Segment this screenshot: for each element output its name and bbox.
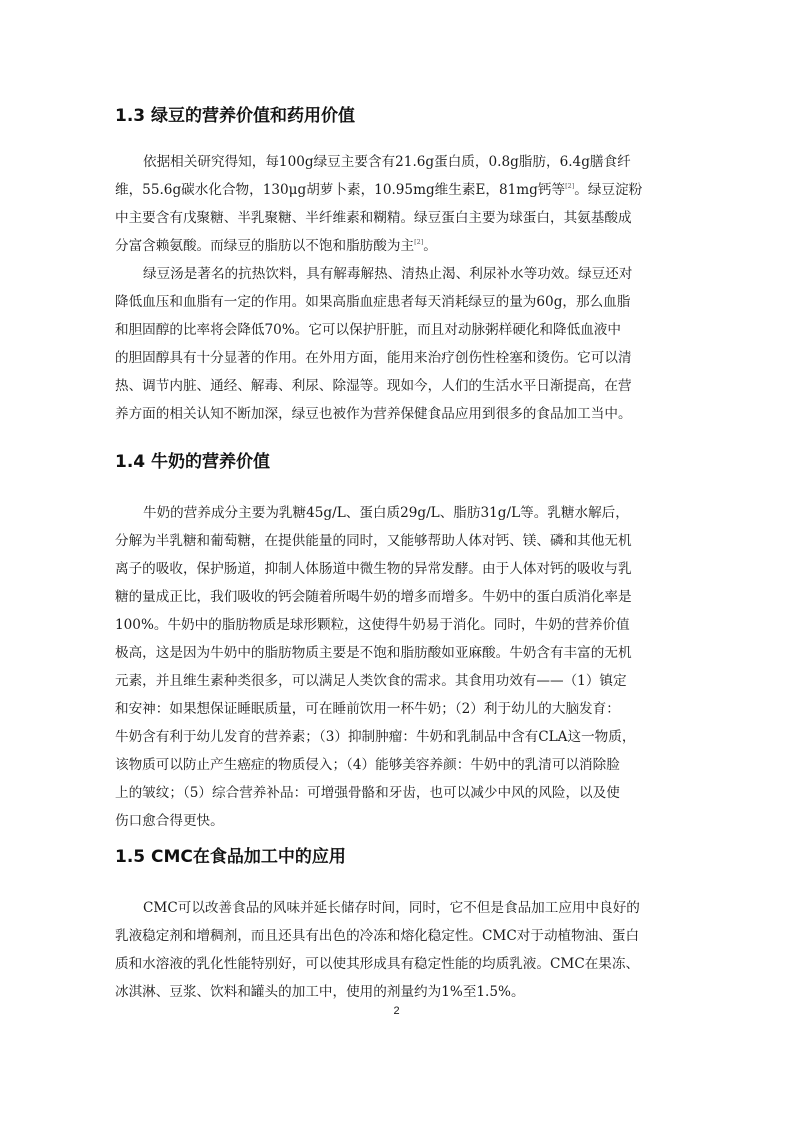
text-line: 分解为半乳糖和葡萄糖，在提供能量的同时，又能够帮助人体对钙、镁、磷和其他无机	[115, 533, 632, 549]
text-line: 绿豆汤是著名的抗热饮料，具有解毒解热、清热止渴、利尿补水等功效。绿豆还对	[143, 266, 633, 282]
paragraph-mungbean-soup	[115, 260, 715, 428]
text-line: 和安神：如果想保证睡眠质量，可在睡前饮用一杯牛奶；（2）利于幼儿的大脑发育：	[115, 701, 620, 717]
text-line: 和胆固醇的比率将会降低70%。它可以保护肝脏，而且对动脉粥样硬化和降低血液中	[115, 322, 621, 338]
text-line: 中主要含有戊聚糖、半乳聚糖、半纤维素和糊精。绿豆蛋白主要为球蛋白，其氨基酸成	[115, 210, 632, 226]
text-line: 伤口愈合得更快。	[115, 813, 224, 829]
text-line: 冰淇淋、豆浆、饮料和罐头的加工中，使用的剂量约为1%至1.5%。	[115, 984, 525, 1000]
citation-ref: [2]	[414, 238, 424, 246]
text-line: 分富含赖氨酸。而绿豆的脂肪以不饱和脂肪酸为主[2]。	[115, 238, 437, 254]
citation-ref: [2]	[565, 182, 575, 190]
text-line: 牛奶含有利于幼儿发育的营养素；（3）抑制肿瘤：牛奶和乳制品中含有CLA这一物质，	[115, 729, 636, 745]
text-line: 质和水溶液的乳化性能特别好，可以使其形成具有稳定性能的均质乳液。CMC在果冻、	[115, 956, 640, 972]
text-line: 乳液稳定剂和增稠剂，而且还具有出色的冷冻和熔化稳定性。CMC对于动植物油、蛋白	[115, 928, 640, 944]
text-line: 100%。牛奶中的脂肪物质是球形颗粒，这使得牛奶易于消化。同时，牛奶的营养价值	[115, 617, 630, 633]
text-line: 依据相关研究得知，每100g绿豆主要含有21.6g蛋白质，0.8g脂肪，6.4g膳食纤	[143, 154, 631, 170]
text-line: 降低血压和血脂有一定的作用。如果高脂血症患者每天消耗绿豆的量为60g，那么血脂	[115, 294, 631, 310]
text-line: 热、调节内脏、通经、解毒、利尿、除湿等。现如今，人们的生活水平日渐提高，在营	[115, 378, 632, 394]
paragraph-milk-nutrition	[115, 499, 715, 835]
text-line: 糖的量成正比，我们吸收的钙会随着所喝牛奶的增多而增多。牛奶中的蛋白质消化率是	[115, 589, 632, 605]
text-line: 养方面的相关认知不断加深，绿豆也被作为营养保健食品应用到很多的食品加工当中。	[115, 406, 632, 422]
section-heading-1-5: 1.5 CMC在食品加工中的应用	[115, 847, 346, 867]
page-number: 2	[393, 1005, 400, 1017]
text-line: 极高，这是因为牛奶中的脂肪物质主要是不饱和脂肪酸如亚麻酸。牛奶含有丰富的无机	[115, 645, 632, 661]
text-line: 牛奶的营养成分主要为乳糖45g/L、蛋白质29g/L、脂肪31g/L等。乳糖水解后，	[143, 505, 629, 521]
text-line: 元素，并且维生素种类很多，可以满足人类饮食的需求。其食用功效有——（1）镇定	[115, 673, 627, 689]
section-heading-1-3: 1.3 绿豆的营养价值和药用价值	[115, 106, 356, 126]
text-line: 离子的吸收，保护肠道，抑制人体肠道中微生物的异常发酵。由于人体对钙的吸收与乳	[115, 561, 632, 577]
text-line: 维，55.6g碳水化合物，130μg胡萝卜素，10.95mg维生素E，81mg钙等[2]。绿豆淀粉	[115, 182, 643, 198]
text-line: 的胆固醇具有十分显著的作用。在外用方面，能用来治疗创伤性栓塞和烫伤。它可以清	[115, 350, 632, 366]
paragraph-cmc-application	[115, 894, 715, 1006]
section-heading-1-4: 1.4 牛奶的营养价值	[115, 452, 271, 472]
paragraph-mungbean-composition	[115, 148, 715, 260]
text-line: 上的皱纹；（5）综合营养补品：可增强骨骼和牙齿，也可以减少中风的风险，以及使	[115, 785, 620, 801]
text-line: 该物质可以防止产生癌症的物质侵入；（4）能够美容养颜：牛奶中的乳清可以消除脸	[115, 757, 620, 773]
text-line: CMC可以改善食品的风味并延长储存时间，同时，它不但是食品加工应用中良好的	[143, 900, 640, 916]
